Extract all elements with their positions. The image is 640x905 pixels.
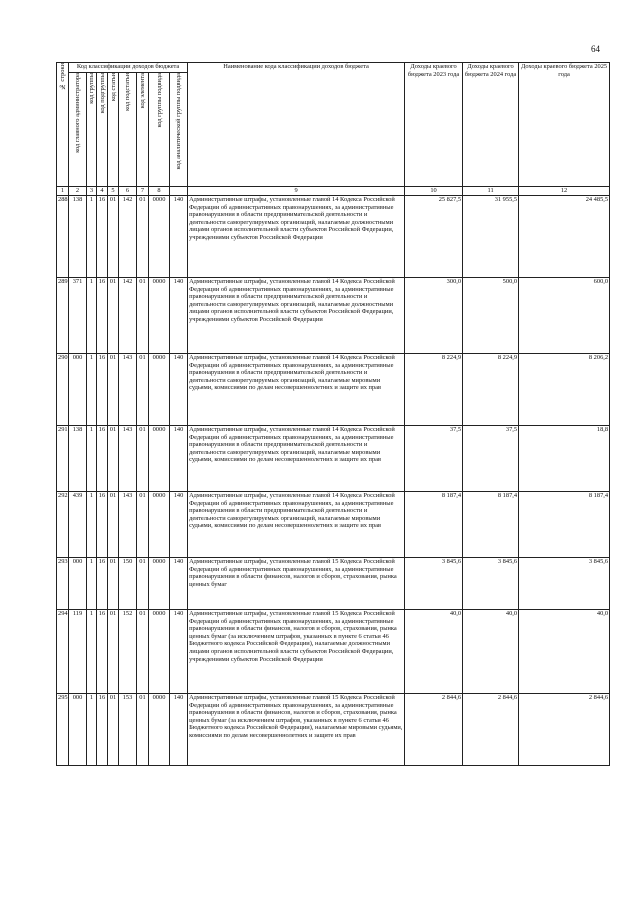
code-col-header-analytic-group: код аналитической группы подвида xyxy=(170,73,188,187)
column-number-row xyxy=(57,187,610,196)
article-code: 01 xyxy=(108,492,119,558)
page-number: 64 xyxy=(591,44,600,54)
income-name: Административные штрафы, установленные главой 14 Кодекса Российской Федерации об административных правонарушениях, за административные правонарушения в области предпринимательской деятельности и деятельности саморегулируемых организаций, налагаемые должностными лицами органов исполнительной власти субъектов Российской Федерации, учреждениями субъектов Российской Федерации xyxy=(188,196,405,278)
income-2023-value: 40,0 xyxy=(405,610,463,694)
subtype-group-code: 0000 xyxy=(149,196,170,278)
income-name: Административные штрафы, установленные главой 14 Кодекса Российской Федерации об административных правонарушениях, за административные правонарушения в области предпринимательской деятельности и деятельности саморегулируемых организаций, налагаемые мировыми судьями, комиссиями по делам несовершеннолетних и защите их прав xyxy=(188,426,405,492)
row-number: 292 xyxy=(57,492,69,558)
article-code: 01 xyxy=(108,426,119,492)
table-row xyxy=(57,354,610,426)
income-2023-value: 3 845,6 xyxy=(405,558,463,610)
column-number: 10 xyxy=(405,187,463,196)
income-name: Административные штрафы, установленные главой 14 Кодекса Российской Федерации об административных правонарушениях, за административные правонарушения в области предпринимательской деятельности и деятельности саморегулируемых организаций, налагаемые мировыми судьями, комиссиями по делам несовершеннолетних и защите их прав xyxy=(188,354,405,426)
column-number: 1 xyxy=(57,187,69,196)
column-number: 2 xyxy=(69,187,87,196)
subgroup-code: 16 xyxy=(97,354,108,426)
income-2023-value: 25 827,5 xyxy=(405,196,463,278)
subtype-group-code: 0000 xyxy=(149,694,170,766)
admin-code: 138 xyxy=(69,196,87,278)
table-row xyxy=(57,278,610,354)
income-2025-value: 3 845,6 xyxy=(519,558,610,610)
income-2024-value: 37,5 xyxy=(463,426,519,492)
code-col-header-admin: код главного администратора xyxy=(69,73,87,187)
element-code: 01 xyxy=(137,610,149,694)
group-code: 1 xyxy=(87,426,97,492)
group-code: 1 xyxy=(87,278,97,354)
table-row xyxy=(57,492,610,558)
admin-code: 000 xyxy=(69,354,87,426)
income-2024-value: 31 955,5 xyxy=(463,196,519,278)
subtype-group-code: 0000 xyxy=(149,354,170,426)
row-number: 295 xyxy=(57,694,69,766)
group-code: 1 xyxy=(87,354,97,426)
subarticle-code: 143 xyxy=(119,492,137,558)
income-2024-value: 8 187,4 xyxy=(463,492,519,558)
subarticle-code: 143 xyxy=(119,426,137,492)
income-2024-value: 8 224,9 xyxy=(463,354,519,426)
admin-code: 371 xyxy=(69,278,87,354)
income-2024-value: 3 845,6 xyxy=(463,558,519,610)
table-row xyxy=(57,610,610,694)
income-name: Административные штрафы, установленные главой 15 Кодекса Российской Федерации об административных правонарушениях, за административные правонарушения в области финансов, налогов и сборов, страхования, рынка ценных бумаг (за исключением штрафов, указанных в пункте 6 статьи 46 Бюджетного кодекса Российской Федерации), налагаемые должностными лицами органов исполнительной власти субъектов Российской Федерации, учреждениями субъектов Российской Федерации xyxy=(188,610,405,694)
analytic-group-code: 140 xyxy=(170,278,188,354)
income-2024-value: 500,0 xyxy=(463,278,519,354)
subarticle-code: 142 xyxy=(119,196,137,278)
income-2024-value: 2 844,6 xyxy=(463,694,519,766)
code-col-header-article: код статьи xyxy=(108,73,119,187)
code-col-header-group: код группы xyxy=(87,73,97,187)
subarticle-code: 142 xyxy=(119,278,137,354)
element-code: 01 xyxy=(137,426,149,492)
row-number-header: № строки xyxy=(57,63,69,187)
subgroup-code: 16 xyxy=(97,196,108,278)
income-2024-value: 40,0 xyxy=(463,610,519,694)
group-code: 1 xyxy=(87,558,97,610)
article-code: 01 xyxy=(108,354,119,426)
admin-code: 000 xyxy=(69,558,87,610)
column-number: 12 xyxy=(519,187,610,196)
analytic-group-code: 140 xyxy=(170,196,188,278)
element-code: 01 xyxy=(137,558,149,610)
income-name: Административные штрафы, установленные главой 15 Кодекса Российской Федерации об административных правонарушениях, за административные правонарушения в области финансов, налогов и сборов, страхования, рынка ценных бумаг (за исключением штрафов, указанных в пункте 6 статьи 46 Бюджетного кодекса Российской Федерации), налагаемые мировыми судьями, комиссиями по делам несовершеннолетних и защите их прав xyxy=(188,694,405,766)
income-2025-header: Доходы краевого бюджета 2025 года xyxy=(519,63,610,187)
code-group-header: Код классификации доходов бюджета xyxy=(69,63,188,73)
subgroup-code: 16 xyxy=(97,492,108,558)
income-2023-value: 8 224,9 xyxy=(405,354,463,426)
income-2025-value: 8 187,4 xyxy=(519,492,610,558)
element-code: 01 xyxy=(137,694,149,766)
column-number: 6 xyxy=(119,187,137,196)
element-code: 01 xyxy=(137,278,149,354)
subgroup-code: 16 xyxy=(97,558,108,610)
income-name: Административные штрафы, установленные главой 14 Кодекса Российской Федерации об административных правонарушениях, за административные правонарушения в области предпринимательской деятельности и деятельности саморегулируемых организаций, налагаемые мировыми судьями, комиссиями по делам несовершеннолетних и защите их прав xyxy=(188,492,405,558)
column-number xyxy=(170,187,188,196)
element-code: 01 xyxy=(137,196,149,278)
row-number: 290 xyxy=(57,354,69,426)
column-number: 11 xyxy=(463,187,519,196)
column-number: 5 xyxy=(108,187,119,196)
income-2025-value: 18,8 xyxy=(519,426,610,492)
subgroup-code: 16 xyxy=(97,610,108,694)
income-2023-value: 37,5 xyxy=(405,426,463,492)
row-number: 288 xyxy=(57,196,69,278)
analytic-group-code: 140 xyxy=(170,558,188,610)
subtype-group-code: 0000 xyxy=(149,492,170,558)
row-number: 294 xyxy=(57,610,69,694)
article-code: 01 xyxy=(108,694,119,766)
income-2023-value: 2 844,6 xyxy=(405,694,463,766)
column-number: 9 xyxy=(188,187,405,196)
analytic-group-code: 140 xyxy=(170,426,188,492)
row-number: 291 xyxy=(57,426,69,492)
column-number: 8 xyxy=(149,187,170,196)
income-2023-value: 300,0 xyxy=(405,278,463,354)
element-code: 01 xyxy=(137,354,149,426)
income-2023-value: 8 187,4 xyxy=(405,492,463,558)
analytic-group-code: 140 xyxy=(170,610,188,694)
income-name: Административные штрафы, установленные главой 14 Кодекса Российской Федерации об административных правонарушениях, за административные правонарушения в области предпринимательской деятельности и деятельности саморегулируемых организаций, налагаемые должностными лицами органов исполнительной власти субъектов Российской Федерации, учреждениями субъектов Российской Федерации xyxy=(188,278,405,354)
admin-code: 000 xyxy=(69,694,87,766)
group-code: 1 xyxy=(87,196,97,278)
subtype-group-code: 0000 xyxy=(149,278,170,354)
income-2024-header: Доходы краевого бюджета 2024 года xyxy=(463,63,519,187)
income-2025-value: 600,0 xyxy=(519,278,610,354)
income-2023-header: Доходы краевого бюджета 2023 года xyxy=(405,63,463,187)
analytic-group-code: 140 xyxy=(170,492,188,558)
income-2025-value: 24 485,5 xyxy=(519,196,610,278)
subgroup-code: 16 xyxy=(97,694,108,766)
group-code: 1 xyxy=(87,492,97,558)
admin-code: 119 xyxy=(69,610,87,694)
subtype-group-code: 0000 xyxy=(149,426,170,492)
table-row xyxy=(57,426,610,492)
code-col-header-subgroup: код подгруппы xyxy=(97,73,108,187)
subgroup-code: 16 xyxy=(97,278,108,354)
article-code: 01 xyxy=(108,610,119,694)
income-2025-value: 2 844,6 xyxy=(519,694,610,766)
code-col-header-subarticle: код подстатьи xyxy=(119,73,137,187)
row-number: 293 xyxy=(57,558,69,610)
code-col-header-element: код элемента xyxy=(137,73,149,187)
income-2025-value: 40,0 xyxy=(519,610,610,694)
column-number: 7 xyxy=(137,187,149,196)
admin-code: 439 xyxy=(69,492,87,558)
income-name: Административные штрафы, установленные главой 15 Кодекса Российской Федерации об административных правонарушениях, за административные правонарушения в области финансов, налогов и сборов, страхования, рынка ценных бумаг xyxy=(188,558,405,610)
analytic-group-code: 140 xyxy=(170,694,188,766)
article-code: 01 xyxy=(108,278,119,354)
code-col-header-subtype-group: код группы подвида xyxy=(149,73,170,187)
group-code: 1 xyxy=(87,694,97,766)
income-2025-value: 8 206,2 xyxy=(519,354,610,426)
column-number: 3 xyxy=(87,187,97,196)
table-row xyxy=(57,196,610,278)
subarticle-code: 143 xyxy=(119,354,137,426)
subtype-group-code: 0000 xyxy=(149,610,170,694)
subtype-group-code: 0000 xyxy=(149,558,170,610)
budget-income-table xyxy=(56,62,610,766)
subarticle-code: 152 xyxy=(119,610,137,694)
element-code: 01 xyxy=(137,492,149,558)
table-row xyxy=(57,694,610,766)
subarticle-code: 153 xyxy=(119,694,137,766)
subgroup-code: 16 xyxy=(97,426,108,492)
group-code: 1 xyxy=(87,610,97,694)
subarticle-code: 150 xyxy=(119,558,137,610)
article-code: 01 xyxy=(108,558,119,610)
row-number: 289 xyxy=(57,278,69,354)
name-column-header: Наименование кода классификации доходов бюджета xyxy=(188,63,405,187)
analytic-group-code: 140 xyxy=(170,354,188,426)
admin-code: 138 xyxy=(69,426,87,492)
article-code: 01 xyxy=(108,196,119,278)
table-row xyxy=(57,558,610,610)
column-number: 4 xyxy=(97,187,108,196)
